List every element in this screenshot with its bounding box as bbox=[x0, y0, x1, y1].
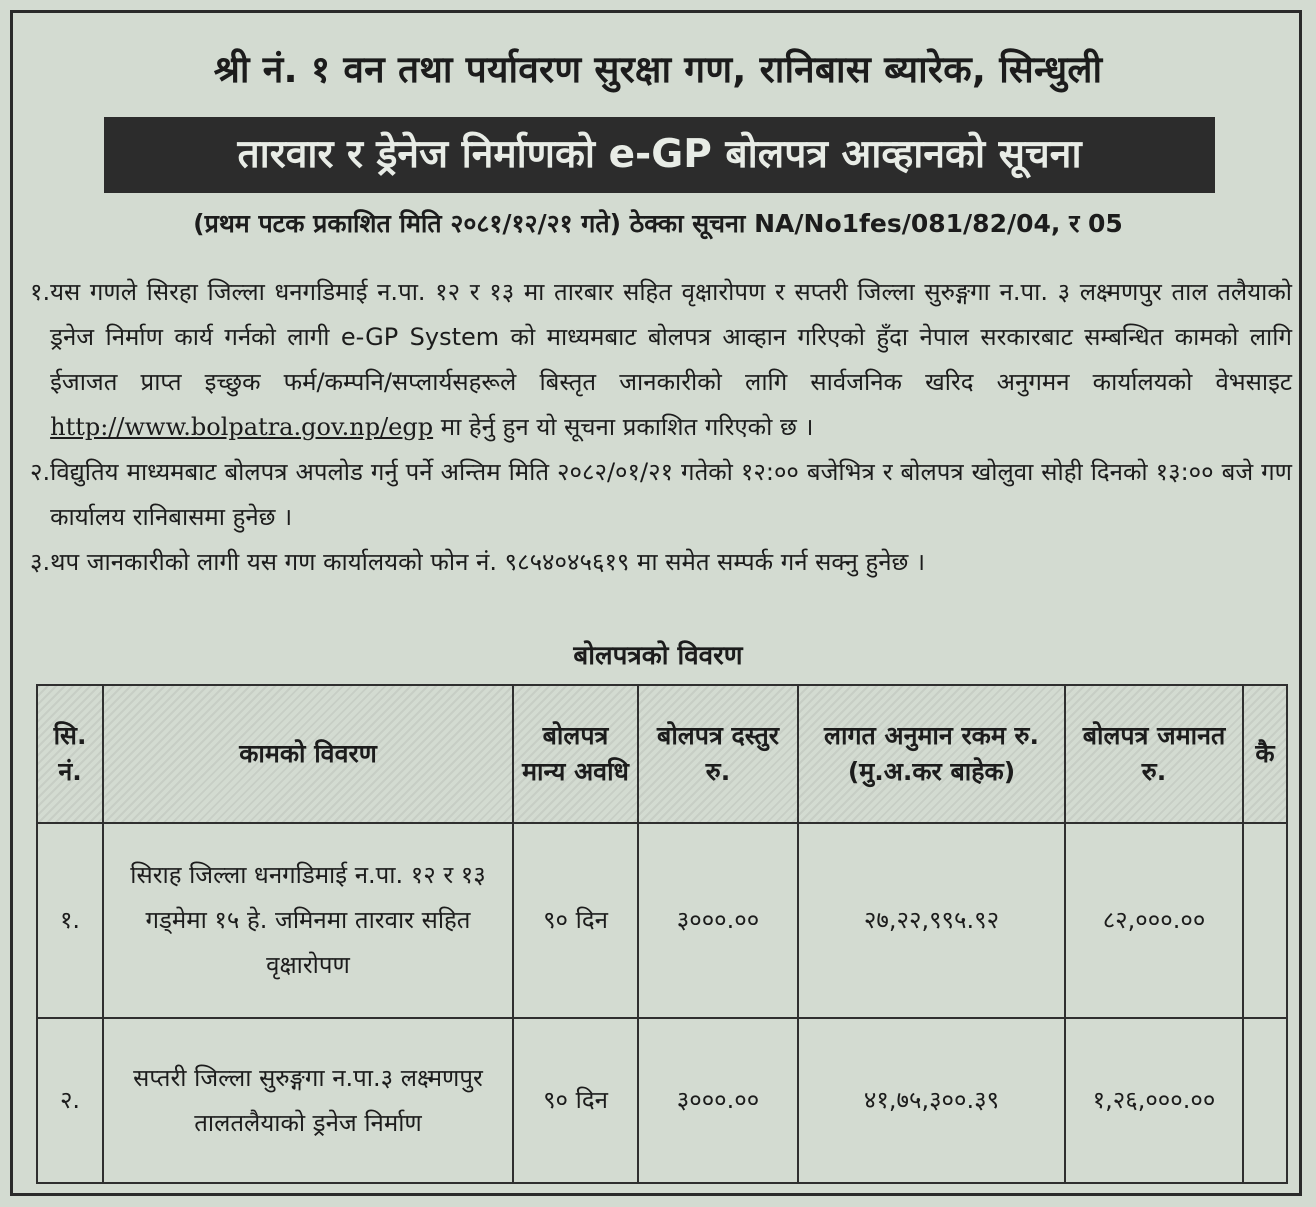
cell-bid-validity: ९० दिन bbox=[513, 823, 638, 1018]
cell-bid-security: ८२,०००.०० bbox=[1065, 823, 1243, 1018]
table-row bbox=[37, 823, 1287, 1018]
notice-title-bar bbox=[104, 117, 1215, 193]
notice-paragraphs bbox=[30, 270, 1292, 585]
cell-serial-number: १. bbox=[37, 823, 103, 1018]
paragraph-3 bbox=[30, 540, 1292, 585]
paragraph-text: विद्युतिय माध्यमबाट बोलपत्र अपलोड गर्नु पर्ने अन्तिम मिति २०८२/०१/२१ गतेको १२:०० बजेभित्र र बोलपत्र खोलुवा सोही दिनको १३:०० बजे गण कार्यालय रानिबासमा हुनेछ । bbox=[50, 458, 1292, 531]
organization-title: श्री नं. १ वन तथा पर्यावरण सुरक्षा गण, रानिबास ब्यारेक, सिन्धुली bbox=[213, 48, 1103, 91]
notice-reference: (प्रथम पटक प्रकाशित मिति २०८१/१२/२१ गते) ठेक्का सूचना NA/No1fes/081/82/04, र 05 bbox=[193, 209, 1123, 238]
cell-cost-estimate: ४१,७५,३००.३९ bbox=[798, 1018, 1065, 1183]
paragraph-text bbox=[50, 270, 1292, 450]
cell-remarks bbox=[1243, 1018, 1287, 1183]
header-work-description: कामको विवरण bbox=[103, 685, 513, 823]
cell-bid-fee: ३०००.०० bbox=[638, 1018, 798, 1183]
paragraph-text-before-link: यस गणले सिरहा जिल्ला धनगडिमाई न.पा. १२ र १३ मा तारबार सहित वृक्षारोपण र सप्तरी जिल्ला सुरुङ्गगा न.पा. ३ लक्ष्मणपुर ताल तलैयाको ड्रनेज निर्माण कार्य गर्नको लागी e-GP System को माध्यमबाट बोलपत्र आव्हान गरिएको हुँदा नेपाल सरकारबाट सम्बन्धित कामको लागि ईजाजत प्राप्त इच्छुक फर्म/कम्पनि/सप्लार्यसहरूले बिस्तृत जानकारीको लागि सार्वजनिक खरिद अनुगमन कार्यालयको वेभसाइट bbox=[50, 278, 1292, 396]
paragraph-number: १. bbox=[30, 278, 51, 306]
notice-title: तारवार र ड्रेनेज निर्माणको e-GP बोलपत्र आव्हानको सूचना bbox=[237, 132, 1082, 177]
paragraph-2 bbox=[30, 450, 1292, 540]
cell-bid-fee: ३०००.०० bbox=[638, 823, 798, 1018]
cell-cost-estimate: २७,२२,९९५.९२ bbox=[798, 823, 1065, 1018]
table-row bbox=[37, 1018, 1287, 1183]
paragraph-text: थप जानकारीको लागी यस गण कार्यालयको फोन नं. ९८५४०४५६१९ मा समेत सम्पर्क गर्न सक्नु हुनेछ । bbox=[50, 548, 926, 576]
bolpatra-website-link[interactable]: http://www.bolpatra.gov.np/egp bbox=[50, 413, 434, 441]
cell-work-description: सप्तरी जिल्ला सुरुङ्गगा न.पा.३ लक्ष्मणपुर तालतलैयाको ड्रनेज निर्माण bbox=[103, 1018, 513, 1183]
header-cost-estimate: लागत अनुमान रकम रु. (मु.अ.कर बाहेक) bbox=[798, 685, 1065, 823]
paragraph-text-after-link: मा हेर्नु हुन यो सूचना प्रकाशित गरिएको छ । bbox=[440, 413, 814, 441]
header-serial-number: सि. नं. bbox=[37, 685, 103, 823]
table-header-row bbox=[37, 685, 1287, 823]
cell-bid-security: १,२६,०००.०० bbox=[1065, 1018, 1243, 1183]
paragraph-number: २. bbox=[30, 458, 51, 486]
header-bid-fee: बोलपत्र दस्तुर रु. bbox=[638, 685, 798, 823]
cell-bid-validity: ९० दिन bbox=[513, 1018, 638, 1183]
header-bid-validity: बोलपत्र मान्य अवधि bbox=[513, 685, 638, 823]
cell-work-description: सिराह जिल्ला धनगडिमाई न.पा. १२ र १३ गड्मेमा १५ हे. जमिनमा तारवार सहित वृक्षारोपण bbox=[103, 823, 513, 1018]
tender-details-table bbox=[36, 684, 1288, 1184]
paragraph-1 bbox=[30, 270, 1292, 450]
paragraph-number: ३. bbox=[30, 548, 51, 576]
cell-serial-number: २. bbox=[37, 1018, 103, 1183]
cell-remarks bbox=[1243, 823, 1287, 1018]
table-heading: बोलपत्रको विवरण bbox=[573, 641, 743, 671]
header-remarks: कै bbox=[1243, 685, 1287, 823]
header-bid-security: बोलपत्र जमानत रु. bbox=[1065, 685, 1243, 823]
